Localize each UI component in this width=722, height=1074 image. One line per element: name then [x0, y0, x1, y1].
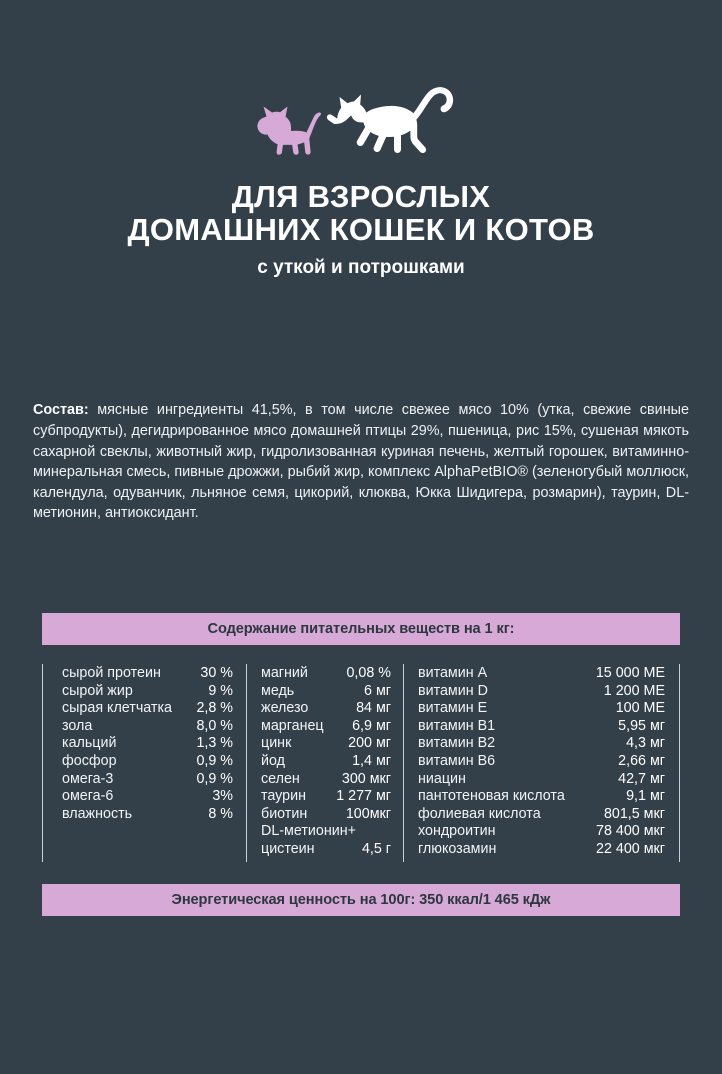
nutrient-row — [43, 665, 246, 683]
nutrient-name: DL-метионин+ — [261, 823, 356, 840]
nutrient-row — [43, 718, 246, 736]
nutrient-row — [404, 788, 679, 806]
nutrient-row — [404, 841, 679, 859]
nutrient-name: марганец — [261, 717, 324, 734]
nutrient-value: 3% — [212, 788, 233, 805]
nutrient-value: 0,9 % — [196, 770, 233, 787]
nutrient-row — [404, 700, 679, 718]
nutrient-value: 78 400 мкг — [596, 823, 665, 840]
nutrient-value: 6 мг — [364, 682, 391, 699]
nutrient-value: 30 % — [200, 665, 233, 681]
nutrient-row — [247, 683, 403, 701]
nutrient-row — [247, 718, 403, 736]
nutrient-value: 4,3 мг — [626, 735, 665, 752]
nutrient-name: витамин B6 — [418, 752, 496, 769]
nutrient-row — [247, 788, 403, 806]
nutrient-row — [404, 753, 679, 771]
nutrient-value: 0,08 % — [346, 665, 391, 681]
nutrient-value: 42,7 мг — [618, 770, 665, 787]
nutrient-value: 100 МЕ — [615, 700, 665, 717]
nutrient-value: 801,5 мкг — [603, 805, 665, 822]
nutrient-name: витамин B2 — [418, 735, 496, 752]
nutrient-value: 1 200 МЕ — [603, 682, 665, 699]
nutrient-row — [43, 735, 246, 753]
nutrition-column-minerals — [246, 664, 403, 862]
nutrient-value: 1,4 мг — [352, 752, 391, 769]
nutrient-name: витамин B1 — [418, 717, 496, 734]
nutrient-value: 100мкг — [345, 805, 391, 822]
nutrient-value: 2,8 % — [196, 700, 233, 717]
nutrient-row — [247, 665, 403, 683]
cat-stretching-large-icon — [325, 73, 469, 170]
nutrient-row — [247, 823, 403, 841]
nutrient-value: 15 000 МЕ — [595, 665, 665, 681]
nutrient-value: 8,0 % — [196, 717, 233, 734]
nutrient-row — [43, 753, 246, 771]
nutrient-value: 5,95 мг — [618, 717, 665, 734]
nutrient-name: сырой протеин — [62, 665, 161, 681]
nutrition-rows — [247, 664, 403, 859]
nutrition-column-analytical — [42, 664, 246, 862]
nutrient-name: зола — [62, 717, 93, 734]
nutrient-row — [404, 718, 679, 736]
nutrition-rows — [43, 664, 246, 823]
page-title-line-2: ДОМАШНИХ КОШЕК И КОТОВ — [127, 212, 595, 247]
nutrient-value: 22 400 мкг — [596, 840, 665, 857]
nutrient-row — [43, 700, 246, 718]
nutrient-name: магний — [261, 665, 308, 681]
nutrient-name: витамин A — [418, 665, 488, 681]
nutrient-row — [43, 788, 246, 806]
nutrient-value: 4,5 г — [361, 840, 391, 857]
page-subtitle: с уткой и потрошками — [257, 257, 465, 278]
nutrient-name: железо — [261, 700, 309, 717]
nutrient-value: 9 % — [208, 682, 233, 699]
cat-silhouettes — [0, 78, 722, 170]
composition-label: Состав: — [33, 402, 89, 419]
nutrient-name: селен — [261, 770, 300, 787]
nutrient-name: биотин — [261, 805, 308, 822]
energy-value-label: Энергетическая ценность на 100г: 350 ккал/1 465 кДж — [171, 892, 551, 908]
nutrient-row — [43, 683, 246, 701]
nutrient-name: фосфор — [62, 752, 117, 769]
nutrient-name: глюкозамин — [418, 840, 497, 857]
nutrient-name: цистеин — [261, 840, 315, 857]
nutrient-value: 200 мг — [348, 735, 391, 752]
energy-value-bar — [42, 884, 680, 916]
nutrient-value: 9,1 мг — [626, 788, 665, 805]
nutrition-header-label: Содержание питательных веществ на 1 кг: — [207, 621, 515, 637]
nutrient-name: сырой жир — [62, 682, 133, 699]
nutrient-name: фолиевая кислота — [418, 805, 541, 822]
nutrient-name: сырая клетчатка — [62, 700, 172, 717]
nutrient-row — [404, 665, 679, 683]
nutrient-row — [404, 806, 679, 824]
cat-walking-small-icon — [253, 104, 329, 165]
nutrition-table — [42, 664, 680, 862]
nutrient-value: 8 % — [208, 805, 233, 822]
composition-text: мясные ингредиенты 41,5%, в том числе свежее мясо 10% (утка, свежие свиные субпродукты), дегидрированное мясо домашней птицы 29%, пшеница, рис 15%, сушеная мякоть сахарной свеклы, животный жир, гидролизованная куриная печень, желтый горошек, витаминно-минеральная смесь, пивные дрожжи, рыбий жир, комплекс AlphaPetBIO® (зеленогубый моллюск, календула, одуванчик, льняное семя, цикорий, клюква, Юкка Шидигера, розмарин), таурин, DL-метионин, антиоксидант. — [33, 402, 689, 522]
page-title-line-1: ДЛЯ ВЗРОСЛЫХ — [231, 179, 491, 214]
nutrient-row — [247, 735, 403, 753]
nutrition-rows — [404, 664, 679, 859]
nutrient-value: 1,3 % — [196, 735, 233, 752]
hero-section — [0, 0, 722, 279]
nutrient-name: йод — [261, 752, 285, 769]
nutrient-name: таурин — [261, 788, 306, 805]
nutrition-header-bar — [42, 613, 680, 645]
nutrition-column-vitamins — [403, 664, 680, 862]
nutrient-value: 2,66 мг — [618, 752, 665, 769]
nutrient-value: 0,9 % — [196, 752, 233, 769]
nutrient-row — [404, 683, 679, 701]
nutrient-value: 84 мг — [356, 700, 391, 717]
nutrient-row — [247, 771, 403, 789]
nutrient-row — [247, 700, 403, 718]
composition-paragraph — [33, 400, 689, 524]
nutrient-row — [404, 771, 679, 789]
nutrient-row — [404, 735, 679, 753]
nutrient-value: 300 мкг — [341, 770, 391, 787]
nutrient-name: пантотеновая кислота — [418, 788, 565, 805]
nutrient-name: цинк — [261, 735, 292, 752]
nutrient-name: кальций — [62, 735, 117, 752]
product-title-group — [0, 180, 722, 279]
nutrient-name: влажность — [62, 805, 133, 822]
nutrient-row — [404, 823, 679, 841]
nutrient-row — [43, 771, 246, 789]
nutrient-row — [247, 841, 403, 859]
nutrient-name: омега-6 — [62, 788, 114, 805]
nutrient-name: ниацин — [418, 770, 466, 787]
nutrient-name: хондроитин — [418, 823, 496, 840]
nutrient-row — [43, 806, 246, 824]
nutrient-row — [247, 753, 403, 771]
nutrient-name: витамин D — [418, 682, 488, 699]
nutrient-name: витамин E — [418, 700, 488, 717]
nutrient-value: 1 277 мг — [336, 788, 391, 805]
nutrient-row — [247, 806, 403, 824]
nutrient-value: 6,9 мг — [352, 717, 391, 734]
nutrient-name: омега-3 — [62, 770, 114, 787]
nutrient-name: медь — [261, 682, 295, 699]
